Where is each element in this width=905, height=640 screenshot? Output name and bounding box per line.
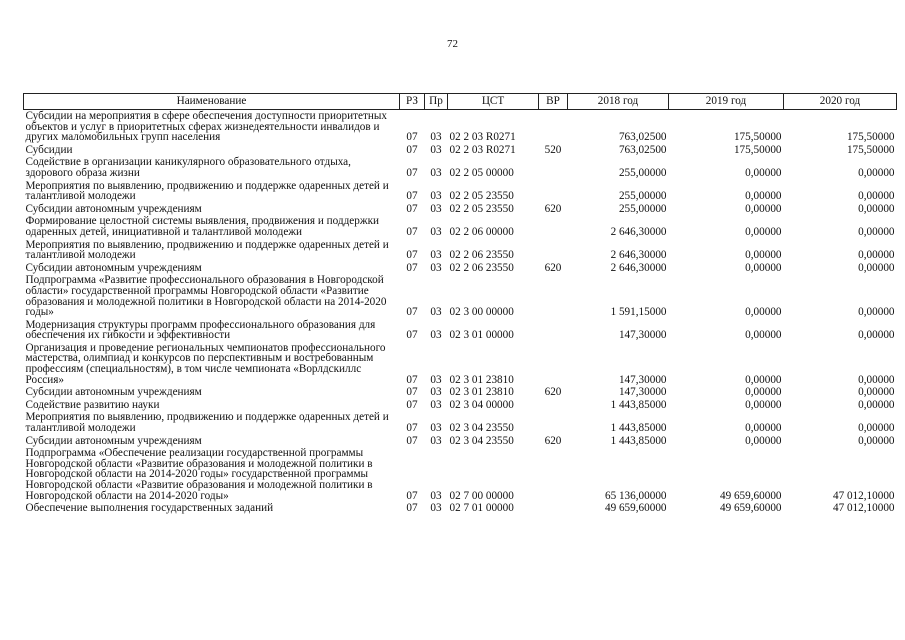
- cell-rz: 07: [406, 261, 418, 274]
- cell-cst: 02 2 06 00000: [449, 225, 514, 238]
- cell-y2018: 1 443,85000: [610, 398, 667, 411]
- cell-cst: 02 3 01 23810: [449, 386, 514, 399]
- cell-y2019: 0,00000: [745, 306, 782, 319]
- cell-vr: [539, 319, 568, 342]
- cell-cst: 02 7 00 00000: [449, 489, 514, 502]
- cell-rz: 07: [406, 143, 418, 156]
- cell-pr: 03: [430, 398, 442, 411]
- cell-vr: [539, 399, 568, 412]
- table-row: [24, 144, 897, 157]
- cell-vr: 620: [544, 202, 562, 215]
- cell-cst: 02 2 06 23550: [449, 261, 514, 274]
- cell-rz: 07: [406, 202, 418, 215]
- cell-vr: [539, 156, 568, 179]
- cell-cst: 02 3 00 00000: [449, 306, 514, 319]
- cell-cst: 02 2 05 23550: [449, 202, 514, 215]
- cell-pr: 03: [430, 131, 442, 144]
- cell-name: Мероприятия по выявлению, продвижению и поддержке одаренных детей и талантливой молодежи: [25, 179, 389, 203]
- cell-y2019: 0,00000: [745, 261, 782, 274]
- cell-pr: 03: [430, 261, 442, 274]
- cell-pr: 03: [430, 502, 442, 515]
- cell-cst: 02 3 01 00000: [449, 329, 514, 342]
- cell-name: Субсидии: [25, 143, 73, 156]
- cell-y2019: 0,00000: [745, 225, 782, 238]
- cell-name: Модернизация структуры программ профессионального образования для обеспечения их гибкости и эффективности: [25, 318, 376, 342]
- cell-rz: 07: [406, 249, 418, 262]
- cell-y2020: 0,00000: [858, 422, 895, 435]
- cell-vr: 520: [544, 143, 562, 156]
- cell-pr: 03: [430, 306, 442, 319]
- cell-y2018: 2 646,30000: [610, 249, 667, 262]
- cell-name: Мероприятия по выявлению, продвижению и поддержке одаренных детей и талантливой молодежи: [25, 411, 389, 435]
- cell-name: Субсидии автономным учреждениям: [25, 202, 202, 215]
- cell-y2020: 0,00000: [858, 306, 895, 319]
- cell-vr: 620: [544, 386, 562, 399]
- table-row: [24, 319, 897, 342]
- cell-pr: 03: [430, 373, 442, 386]
- cell-pr: 03: [430, 225, 442, 238]
- header-vr: ВР: [539, 94, 568, 110]
- table-row: [24, 399, 897, 412]
- cell-vr: [539, 502, 568, 515]
- table-row: [24, 215, 897, 238]
- cell-y2018: 255,00000: [618, 202, 667, 215]
- cell-y2020: 0,00000: [858, 398, 895, 411]
- cell-vr: [539, 180, 568, 203]
- header-2019: 2019 год: [669, 94, 784, 110]
- cell-cst: 02 3 04 00000: [449, 398, 514, 411]
- cell-y2019: 0,00000: [745, 166, 782, 179]
- cell-pr: 03: [430, 434, 442, 447]
- budget-table: [23, 93, 897, 515]
- cell-name: Субсидии на мероприятия в сфере обеспечения доступности приоритетных объектов и услуг в приоритетных сферах жизнедеятельности инвалидов и других маломобильных групп населения: [25, 110, 387, 144]
- cell-rz: 07: [406, 434, 418, 447]
- table-row: [24, 411, 897, 434]
- table-row: [24, 239, 897, 262]
- cell-cst: 02 2 06 23550: [449, 249, 514, 262]
- cell-rz: 07: [406, 329, 418, 342]
- cell-y2019: 0,00000: [745, 422, 782, 435]
- table-row: [24, 435, 897, 448]
- cell-name: Подпрограмма «Обеспечение реализации государственной программы Новгородской области «Развитие образования и молодежной политики в Новгородской области на 2014-2020 годы» государственной программы Новгородской области «Развитие образования и молодежной политики в Новгородской области на 2014-2020 годы»: [25, 447, 373, 502]
- table-row: [24, 156, 897, 179]
- cell-y2019: 175,50000: [733, 143, 782, 156]
- cell-name: Содействие развитию науки: [25, 398, 160, 411]
- cell-y2020: 0,00000: [858, 202, 895, 215]
- cell-vr: [539, 274, 568, 318]
- header-2020: 2020 год: [784, 94, 897, 110]
- header-2018: 2018 год: [568, 94, 669, 110]
- cell-cst: 02 2 03 R0271: [449, 143, 516, 156]
- cell-pr: 03: [430, 166, 442, 179]
- cell-vr: [539, 215, 568, 238]
- cell-y2018: 255,00000: [618, 190, 667, 203]
- cell-rz: 07: [406, 225, 418, 238]
- header-cst: ЦСТ: [448, 94, 539, 110]
- cell-y2020: 175,50000: [846, 131, 895, 144]
- cell-y2019: 49 659,60000: [719, 489, 782, 502]
- cell-pr: 03: [430, 422, 442, 435]
- cell-y2018: 255,00000: [618, 166, 667, 179]
- cell-pr: 03: [430, 386, 442, 399]
- cell-vr: [539, 110, 568, 144]
- cell-y2018: 1 591,15000: [610, 306, 667, 319]
- table-row: [24, 502, 897, 515]
- cell-cst: 02 3 04 23550: [449, 422, 514, 435]
- header-pr: Пр: [425, 94, 448, 110]
- cell-rz: 07: [406, 489, 418, 502]
- header-name: Наименование: [24, 94, 400, 110]
- cell-y2020: 47 012,10000: [832, 502, 895, 515]
- cell-vr: [539, 447, 568, 502]
- cell-y2018: 147,30000: [618, 373, 667, 386]
- cell-y2018: 1 443,85000: [610, 434, 667, 447]
- cell-name: Формирование целостной системы выявления, продвижения и поддержки одаренных детей, инициативной и талантливой молодежи: [25, 215, 379, 238]
- cell-name: Организация и проведение региональных чемпионатов профессионального мастерства, олимпиад и конкурсов по перспективным и востребованным профессиям (специальностям), в том числе чемпионата «Ворлдскиллс Россия»: [25, 341, 386, 386]
- table-row: [24, 203, 897, 216]
- cell-y2020: 0,00000: [858, 261, 895, 274]
- cell-name: Подпрограмма «Развитие профессионального образования в Новгородской области» государственной программы Новгородской области «Развитие образования и молодежной политики в Новгородской области на 2014-2020 годы»: [25, 274, 387, 319]
- cell-y2019: 175,50000: [733, 131, 782, 144]
- cell-y2019: 0,00000: [745, 398, 782, 411]
- cell-rz: 07: [406, 166, 418, 179]
- cell-cst: 02 2 03 R0271: [449, 131, 516, 144]
- table-header-row: [24, 94, 897, 110]
- cell-cst: 02 2 05 00000: [449, 166, 514, 179]
- table-row: [24, 274, 897, 318]
- cell-y2020: 0,00000: [858, 434, 895, 447]
- cell-y2019: 0,00000: [745, 329, 782, 342]
- cell-y2018: 1 443,85000: [610, 422, 667, 435]
- cell-vr: [539, 411, 568, 434]
- cell-y2020: 0,00000: [858, 166, 895, 179]
- cell-y2020: 0,00000: [858, 329, 895, 342]
- cell-rz: 07: [406, 398, 418, 411]
- cell-y2018: 2 646,30000: [610, 261, 667, 274]
- cell-vr: [539, 239, 568, 262]
- cell-y2018: 147,30000: [618, 386, 667, 399]
- cell-y2019: 0,00000: [745, 373, 782, 386]
- cell-y2018: 65 136,00000: [604, 489, 667, 502]
- cell-rz: 07: [406, 386, 418, 399]
- page-number: 72: [447, 38, 458, 50]
- cell-pr: 03: [430, 143, 442, 156]
- cell-y2020: 0,00000: [858, 225, 895, 238]
- cell-y2018: 763,02500: [618, 131, 667, 144]
- cell-cst: 02 3 01 23810: [449, 373, 514, 386]
- cell-rz: 07: [406, 422, 418, 435]
- cell-cst: 02 2 05 23550: [449, 190, 514, 203]
- cell-y2019: 0,00000: [745, 202, 782, 215]
- cell-pr: 03: [430, 249, 442, 262]
- cell-y2019: 0,00000: [745, 434, 782, 447]
- cell-name: Обеспечение выполнения государственных заданий: [25, 502, 274, 515]
- cell-y2019: 49 659,60000: [719, 502, 782, 515]
- cell-rz: 07: [406, 306, 418, 319]
- header-rz: РЗ: [400, 94, 425, 110]
- cell-name: Содействие в организации каникулярного образовательного отдыха, здорового образа жизни: [25, 156, 351, 179]
- cell-vr: 620: [544, 434, 562, 447]
- cell-pr: 03: [430, 190, 442, 203]
- cell-y2020: 0,00000: [858, 373, 895, 386]
- cell-y2018: 2 646,30000: [610, 225, 667, 238]
- cell-y2020: 175,50000: [846, 143, 895, 156]
- cell-y2018: 763,02500: [618, 143, 667, 156]
- cell-pr: 03: [430, 489, 442, 502]
- cell-y2020: 0,00000: [858, 249, 895, 262]
- table-row: [24, 110, 897, 144]
- cell-y2020: 0,00000: [858, 190, 895, 203]
- table-body: [24, 110, 897, 515]
- cell-y2019: 0,00000: [745, 386, 782, 399]
- cell-name: Субсидии автономным учреждениям: [25, 434, 202, 447]
- cell-rz: 07: [406, 373, 418, 386]
- cell-pr: 03: [430, 329, 442, 342]
- cell-name: Субсидии автономным учреждениям: [25, 386, 202, 399]
- cell-name: Субсидии автономным учреждениям: [25, 261, 202, 274]
- table-row: [24, 386, 897, 399]
- table-row: [24, 447, 897, 502]
- cell-rz: 07: [406, 190, 418, 203]
- cell-y2019: 0,00000: [745, 249, 782, 262]
- cell-y2018: 49 659,60000: [604, 502, 667, 515]
- cell-pr: 03: [430, 202, 442, 215]
- cell-vr: 620: [544, 261, 562, 274]
- cell-y2018: 147,30000: [618, 329, 667, 342]
- cell-cst: 02 7 01 00000: [449, 502, 514, 515]
- table-row: [24, 180, 897, 203]
- cell-y2020: 47 012,10000: [832, 489, 895, 502]
- table-row: [24, 262, 897, 275]
- cell-name: Мероприятия по выявлению, продвижению и поддержке одаренных детей и талантливой молодежи: [25, 238, 389, 262]
- cell-y2019: 0,00000: [745, 190, 782, 203]
- table-row: [24, 342, 897, 386]
- cell-rz: 07: [406, 502, 418, 515]
- cell-rz: 07: [406, 131, 418, 144]
- cell-cst: 02 3 04 23550: [449, 434, 514, 447]
- cell-vr: [539, 342, 568, 386]
- cell-y2020: 0,00000: [858, 386, 895, 399]
